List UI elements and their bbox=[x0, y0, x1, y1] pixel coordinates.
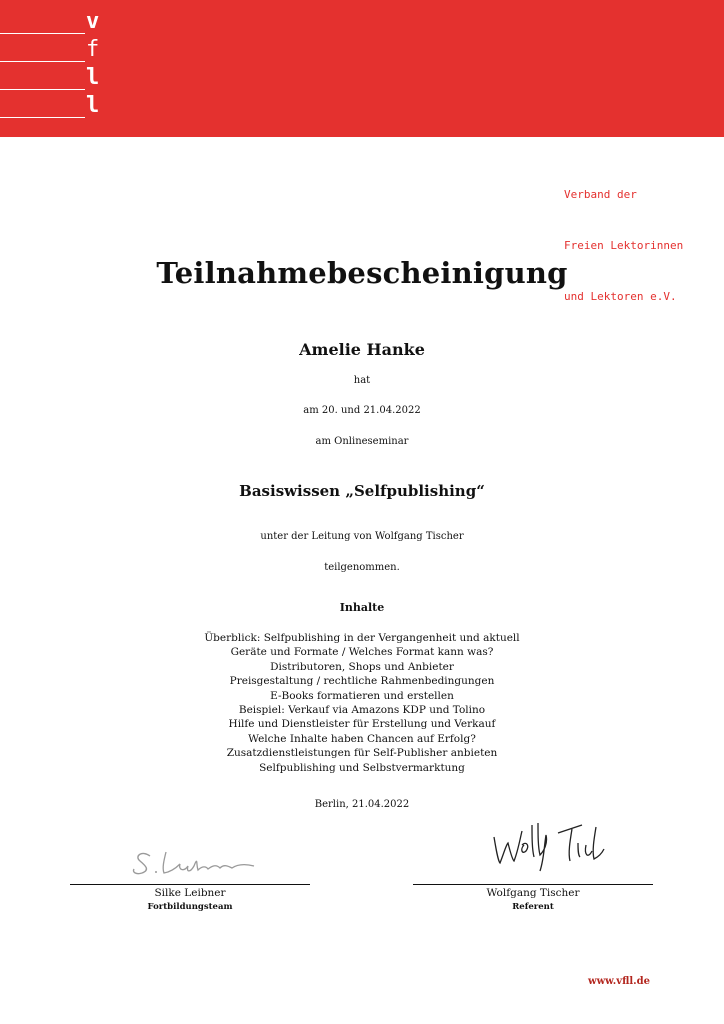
content-item: Distributoren, Shops und Anbieter bbox=[270, 660, 454, 673]
content-item: Selfpublishing und Selbstvermarktung bbox=[259, 761, 465, 774]
content-item: Geräte und Formate / Welches Format kann was? bbox=[230, 646, 494, 659]
logo-rule bbox=[0, 89, 85, 90]
content-item: Preisgestaltung / rechtliche Rahmenbedingungen bbox=[229, 675, 495, 688]
logo-letter-l2: l bbox=[86, 93, 100, 118]
signature-line-left bbox=[70, 884, 310, 885]
signer-name-left: Silke Leibner bbox=[154, 887, 226, 899]
logo-rule bbox=[0, 33, 85, 34]
signature-right bbox=[488, 815, 608, 875]
participant-name: Amelie Hanke bbox=[299, 340, 425, 359]
content-item: Beispiel: Verkauf via Amazons KDP und Tolino bbox=[238, 704, 486, 717]
logo-letter-f: f bbox=[86, 37, 100, 62]
signature-line-right bbox=[413, 884, 653, 885]
header-band bbox=[0, 0, 724, 137]
has-text: hat bbox=[353, 375, 371, 386]
signer-role-right: Referent bbox=[512, 902, 554, 912]
signature-left bbox=[128, 842, 263, 882]
logo-rule bbox=[0, 117, 85, 118]
content-item: Überblick: Selfpublishing in der Vergangenheit und aktuell bbox=[204, 632, 520, 644]
contents-list bbox=[0, 631, 724, 775]
organization-line: und Lektoren e.V. bbox=[564, 290, 677, 303]
organization-name bbox=[564, 152, 724, 322]
content-item: E-Books formatieren und erstellen bbox=[270, 689, 454, 702]
logo-letter-l1: l bbox=[86, 65, 100, 90]
logo-letter-v: v bbox=[86, 9, 100, 34]
signer-name-right: Wolfgang Tischer bbox=[486, 887, 580, 899]
signer-role-left: Fortbildungsteam bbox=[147, 902, 233, 912]
certificate-title: Teilnahmebescheinigung bbox=[156, 256, 568, 290]
place-date: Berlin, 21.04.2022 bbox=[314, 799, 410, 810]
logo-rule bbox=[0, 61, 85, 62]
content-item: Zusatzdienstleistungen für Self-Publisher anbieten bbox=[226, 747, 498, 760]
organization-line: Verband der bbox=[564, 188, 637, 201]
participated-text: teilgenommen. bbox=[324, 562, 400, 573]
website-link[interactable]: www.vfll.de bbox=[587, 976, 650, 987]
contents-heading: Inhalte bbox=[339, 601, 385, 614]
course-title: Basiswissen „Selfpublishing“ bbox=[239, 482, 485, 500]
dates-text: am 20. und 21.04.2022 bbox=[303, 405, 421, 416]
content-item: Hilfe und Dienstleister für Erstellung und Verkauf bbox=[228, 718, 496, 731]
instructor-line: unter der Leitung von Wolfgang Tischer bbox=[260, 531, 464, 542]
event-type-text: am Onlineseminar bbox=[315, 436, 409, 447]
content-item: Welche Inhalte haben Chancen auf Erfolg? bbox=[248, 732, 476, 745]
organization-line: Freien Lektorinnen bbox=[564, 239, 684, 252]
